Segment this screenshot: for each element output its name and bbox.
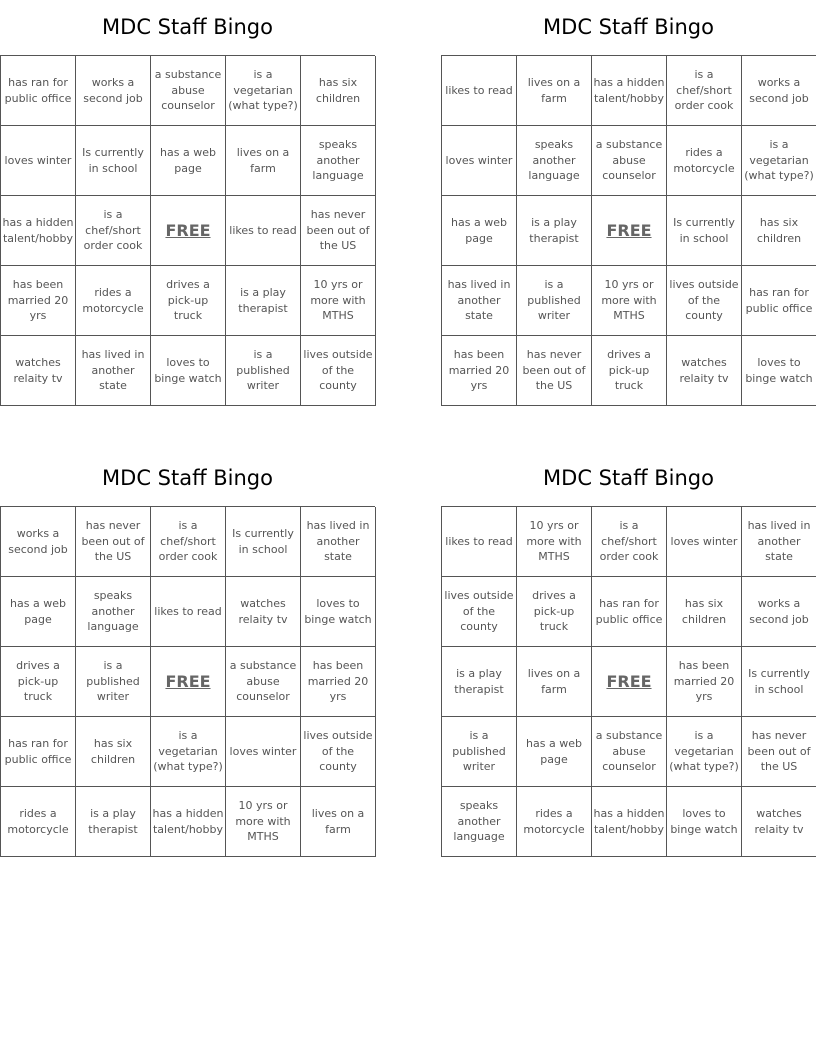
bingo-cell: a substance abuse counselor bbox=[151, 56, 226, 126]
bingo-cell: is a play therapist bbox=[517, 196, 592, 266]
bingo-cell: 10 yrs or more with MTHS bbox=[301, 266, 376, 336]
bingo-cell: has ran for public office bbox=[592, 577, 667, 647]
bingo-cell: speaks another language bbox=[517, 126, 592, 196]
bingo-cell: works a second job bbox=[742, 577, 816, 647]
bingo-cell: is a play therapist bbox=[442, 647, 517, 717]
bingo-cell: Is currently in school bbox=[742, 647, 816, 717]
bingo-cell: is a published writer bbox=[226, 336, 301, 406]
bingo-cell: is a chef/short order cook bbox=[76, 196, 151, 266]
bingo-cell: is a play therapist bbox=[226, 266, 301, 336]
bingo-card-3 bbox=[0, 451, 375, 857]
bingo-cell: has been married 20 yrs bbox=[667, 647, 742, 717]
bingo-cell: a substance abuse counselor bbox=[592, 717, 667, 787]
bingo-cell: likes to read bbox=[442, 56, 517, 126]
bingo-grid bbox=[0, 55, 375, 406]
bingo-cell: drives a pick-up truck bbox=[151, 266, 226, 336]
bingo-cell: has lived in another state bbox=[442, 266, 517, 336]
bingo-cell: is a vegetarian (what type?) bbox=[151, 717, 226, 787]
bingo-cell: likes to read bbox=[442, 507, 517, 577]
bingo-cell: 10 yrs or more with MTHS bbox=[517, 507, 592, 577]
bingo-cell: has never been out of the US bbox=[742, 717, 816, 787]
bingo-cell: is a play therapist bbox=[76, 787, 151, 857]
free-space: FREE bbox=[151, 647, 226, 717]
free-space: FREE bbox=[151, 196, 226, 266]
bingo-cell: Is currently in school bbox=[226, 507, 301, 577]
bingo-cell: lives outside of the county bbox=[301, 717, 376, 787]
bingo-cell: has never been out of the US bbox=[301, 196, 376, 266]
bingo-cell: has lived in another state bbox=[76, 336, 151, 406]
bingo-cell: 10 yrs or more with MTHS bbox=[592, 266, 667, 336]
card-title: MDC Staff Bingo bbox=[543, 15, 714, 39]
bingo-cell: loves to binge watch bbox=[742, 336, 816, 406]
bingo-cell: watches relaity tv bbox=[667, 336, 742, 406]
bingo-cell: lives on a farm bbox=[517, 56, 592, 126]
card-title: MDC Staff Bingo bbox=[543, 466, 714, 490]
bingo-cell: has six children bbox=[301, 56, 376, 126]
bingo-cell: loves to binge watch bbox=[667, 787, 742, 857]
bingo-cell: rides a motorcycle bbox=[76, 266, 151, 336]
bingo-cell: has a web page bbox=[517, 717, 592, 787]
bingo-cell: is a chef/short order cook bbox=[592, 507, 667, 577]
bingo-cell: is a vegetarian (what type?) bbox=[742, 126, 816, 196]
bingo-cell: has a web page bbox=[442, 196, 517, 266]
bingo-cell: lives outside of the county bbox=[442, 577, 517, 647]
bingo-cell: watches relaity tv bbox=[1, 336, 76, 406]
bingo-cell: has never been out of the US bbox=[517, 336, 592, 406]
bingo-cell: has ran for public office bbox=[1, 717, 76, 787]
bingo-cell: is a chef/short order cook bbox=[151, 507, 226, 577]
bingo-cell: works a second job bbox=[742, 56, 816, 126]
bingo-cell: has lived in another state bbox=[742, 507, 816, 577]
bingo-cell: works a second job bbox=[76, 56, 151, 126]
bingo-cell: watches relaity tv bbox=[742, 787, 816, 857]
bingo-cell: loves winter bbox=[1, 126, 76, 196]
bingo-cell: has a hidden talent/hobby bbox=[592, 787, 667, 857]
bingo-cell: has ran for public office bbox=[742, 266, 816, 336]
bingo-cell: loves winter bbox=[442, 126, 517, 196]
bingo-cell: works a second job bbox=[1, 507, 76, 577]
card-title: MDC Staff Bingo bbox=[102, 15, 273, 39]
bingo-cell: has never been out of the US bbox=[76, 507, 151, 577]
bingo-cell: Is currently in school bbox=[667, 196, 742, 266]
bingo-cell: is a published writer bbox=[76, 647, 151, 717]
bingo-cell: loves winter bbox=[226, 717, 301, 787]
bingo-cell: has been married 20 yrs bbox=[301, 647, 376, 717]
bingo-cell: watches relaity tv bbox=[226, 577, 301, 647]
bingo-cell: lives on a farm bbox=[301, 787, 376, 857]
bingo-cell: has a hidden talent/hobby bbox=[592, 56, 667, 126]
bingo-cell: likes to read bbox=[151, 577, 226, 647]
bingo-cell: 10 yrs or more with MTHS bbox=[226, 787, 301, 857]
bingo-cell: has lived in another state bbox=[301, 507, 376, 577]
bingo-cell: rides a motorcycle bbox=[667, 126, 742, 196]
bingo-cell: is a vegetarian (what type?) bbox=[226, 56, 301, 126]
bingo-grid bbox=[441, 506, 816, 857]
bingo-cell: is a vegetarian (what type?) bbox=[667, 717, 742, 787]
bingo-cell: drives a pick-up truck bbox=[517, 577, 592, 647]
bingo-cell: is a published writer bbox=[517, 266, 592, 336]
free-space: FREE bbox=[592, 196, 667, 266]
bingo-cell: rides a motorcycle bbox=[517, 787, 592, 857]
bingo-cell: has six children bbox=[742, 196, 816, 266]
bingo-cell: has a hidden talent/hobby bbox=[1, 196, 76, 266]
bingo-cell: loves winter bbox=[667, 507, 742, 577]
bingo-cell: a substance abuse counselor bbox=[226, 647, 301, 717]
bingo-cell: speaks another language bbox=[301, 126, 376, 196]
bingo-card-4 bbox=[441, 451, 816, 857]
bingo-cell: drives a pick-up truck bbox=[592, 336, 667, 406]
bingo-cell: lives on a farm bbox=[226, 126, 301, 196]
bingo-cell: Is currently in school bbox=[76, 126, 151, 196]
bingo-cell: loves to binge watch bbox=[301, 577, 376, 647]
bingo-cell: has six children bbox=[667, 577, 742, 647]
bingo-cell: is a published writer bbox=[442, 717, 517, 787]
bingo-card-1 bbox=[0, 0, 375, 406]
bingo-cell: has six children bbox=[76, 717, 151, 787]
bingo-cell: a substance abuse counselor bbox=[592, 126, 667, 196]
bingo-grid bbox=[441, 55, 816, 406]
bingo-cell: speaks another language bbox=[442, 787, 517, 857]
bingo-cell: has a web page bbox=[151, 126, 226, 196]
bingo-cell: has a web page bbox=[1, 577, 76, 647]
bingo-cell: has ran for public office bbox=[1, 56, 76, 126]
bingo-cell: has a hidden talent/hobby bbox=[151, 787, 226, 857]
bingo-cell: is a chef/short order cook bbox=[667, 56, 742, 126]
bingo-cell: speaks another language bbox=[76, 577, 151, 647]
bingo-cell: loves to binge watch bbox=[151, 336, 226, 406]
bingo-cell: has been married 20 yrs bbox=[442, 336, 517, 406]
card-title: MDC Staff Bingo bbox=[102, 466, 273, 490]
bingo-cell: lives outside of the county bbox=[667, 266, 742, 336]
bingo-card-2 bbox=[441, 0, 816, 406]
bingo-cell: rides a motorcycle bbox=[1, 787, 76, 857]
free-space: FREE bbox=[592, 647, 667, 717]
bingo-grid bbox=[0, 506, 375, 857]
bingo-cell: drives a pick-up truck bbox=[1, 647, 76, 717]
bingo-cell: likes to read bbox=[226, 196, 301, 266]
bingo-cell: lives on a farm bbox=[517, 647, 592, 717]
bingo-cell: lives outside of the county bbox=[301, 336, 376, 406]
bingo-cell: has been married 20 yrs bbox=[1, 266, 76, 336]
